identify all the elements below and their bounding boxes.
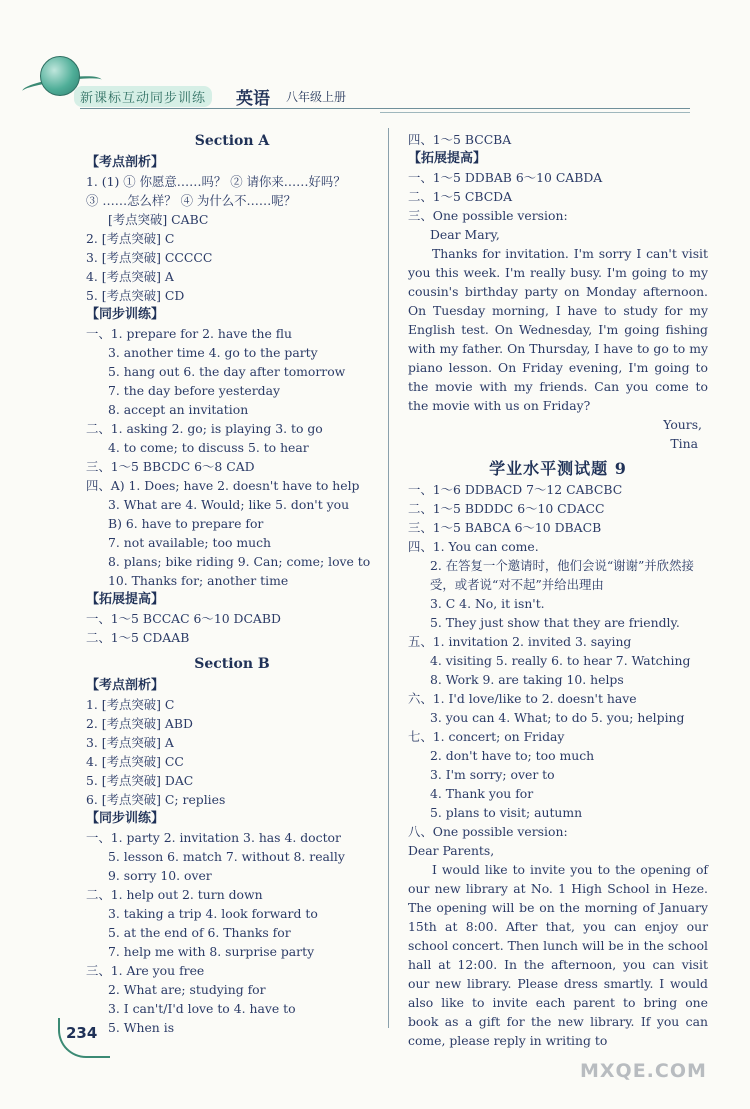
- answer-line: 3. C 4. No, it isn't.: [430, 596, 545, 611]
- series-title: 新课标互动同步训练: [74, 86, 212, 107]
- answer-line: 2. What are; studying for: [108, 982, 266, 997]
- answer-line: 2. don't have to; too much: [430, 748, 595, 763]
- answer-line: [考点突破] CABC: [108, 212, 209, 227]
- answer-line: 5. [考点突破] CD: [86, 288, 185, 303]
- column-divider: [388, 128, 389, 1028]
- answer-line: 4. [考点突破] CC: [86, 754, 184, 769]
- answer-line: 四、1. You can come.: [408, 539, 539, 554]
- answer-line: 受，或者说“对不起”并给出理由: [430, 577, 604, 592]
- answer-line: 3. another time 4. go to the party: [108, 345, 318, 360]
- answer-line: 7. not available; too much: [108, 535, 272, 550]
- answer-line: 五、1. invitation 2. invited 3. saying: [408, 634, 632, 649]
- answer-line: 一、1～5 BCCAC 6～10 DCABD: [86, 611, 281, 626]
- letter-closing: Yours,: [663, 417, 702, 432]
- answer-line: Dear Parents,: [408, 843, 495, 858]
- answer-line: 二、1～5 CBCDA: [408, 189, 513, 204]
- answer-line: 三、1～5 BABCA 6～10 DBACB: [408, 520, 602, 535]
- answer-line: 1. (1) ① 你愿意……吗？ ② 请你来……好吗？: [86, 174, 346, 189]
- header-rule-secondary: [380, 112, 690, 113]
- answer-line: 三、1～5 BBCDC 6～8 CAD: [86, 459, 255, 474]
- answer-line: 3. taking a trip 4. look forward to: [108, 906, 318, 921]
- page-number: 234: [66, 1024, 98, 1042]
- answer-line: 4. visiting 5. really 6. to hear 7. Watching: [430, 653, 691, 668]
- answer-line: 5. at the end of 6. Thanks for: [108, 925, 291, 940]
- answer-line: 5. When is: [108, 1020, 175, 1035]
- subsection-heading: 【同步训练】: [86, 307, 165, 322]
- answer-line: 一、1～5 DDBAB 6～10 CABDA: [408, 170, 603, 185]
- subsection-heading: 【考点剖析】: [86, 155, 165, 170]
- page-header: [0, 0, 750, 130]
- answer-line: 一、1. prepare for 2. have the flu: [86, 326, 293, 341]
- answer-line: [86, 647, 378, 653]
- subject-label: 英语: [236, 89, 270, 109]
- answer-line: 5. They just show that they are friendly.: [430, 615, 680, 630]
- grade-label: 八年级上册: [286, 90, 347, 104]
- answer-line: 二、1～5 CDAAB: [86, 630, 190, 645]
- answer-line: 7. help me with 8. surprise party: [108, 944, 315, 959]
- subsection-heading: 【拓展提高】: [408, 151, 487, 166]
- letter-to-parents: I would like to invite you to the opening of our new library at No. 1 High School in Heze. The opening will be on the morning of January 15th at 8:00. After that, you can enjoy our school concert. Then lunch will be in the school hall at 12:00. In the afternoon, you can visit our new library. Please dress smartly. I would also like to invite each parent to bring one book as a gift for the new library. If you can come, please reply in writing to: [408, 862, 708, 1048]
- answer-line: 6. [考点突破] C; replies: [86, 792, 226, 807]
- answer-line: 二、1. asking 2. go; is playing 3. to go: [86, 421, 323, 436]
- header-rule: [80, 108, 690, 109]
- left-column: [86, 130, 378, 1037]
- answer-line: 5. hang out 6. the day after tomorrow: [108, 364, 346, 379]
- answer-line: 2. 在答复一个邀请时，他们会说“谢谢”并欣然接: [430, 558, 694, 573]
- answer-line: 4. Thank you for: [430, 786, 534, 801]
- answer-line: 八、One possible version:: [408, 824, 568, 839]
- answer-line: ③ ……怎么样？ ④ 为什么不……呢？: [86, 193, 297, 208]
- section-heading: Section A: [194, 133, 270, 149]
- letter-signature: Tina: [670, 436, 698, 451]
- answer-line: 二、1. help out 2. turn down: [86, 887, 263, 902]
- answer-line: 5. [考点突破] DAC: [86, 773, 194, 788]
- answer-line: 8. Work 9. are taking 10. helps: [430, 672, 624, 687]
- answer-line: 3. What are 4. Would; like 5. don't you: [108, 497, 350, 512]
- answer-line: 一、1. party 2. invitation 3. has 4. doctor: [86, 830, 341, 845]
- answer-line: Dear Mary,: [430, 227, 500, 242]
- answer-line: 7. the day before yesterday: [108, 383, 280, 398]
- answer-line: 2. [考点突破] ABD: [86, 716, 193, 731]
- answer-line: 3. I can't/I'd love to 4. have to: [108, 1001, 296, 1016]
- answer-line: 4. [考点突破] A: [86, 269, 174, 284]
- answer-line: 4. to come; to discuss 5. to hear: [108, 440, 309, 455]
- answer-line: 8. plans; bike riding 9. Can; come; love to: [108, 554, 371, 569]
- answer-line: 3. [考点突破] A: [86, 735, 174, 750]
- answer-line: B) 6. have to prepare for: [108, 516, 264, 531]
- answer-line: 2. [考点突破] C: [86, 231, 175, 246]
- answer-line: 三、1. Are you free: [86, 963, 205, 978]
- answer-line: 七、1. concert; on Friday: [408, 729, 565, 744]
- answer-line: 3. I'm sorry; over to: [430, 767, 555, 782]
- answer-line: 1. [考点突破] C: [86, 697, 175, 712]
- letter-to-mary: Thanks for invitation. I'm sorry I can't visit you this week. I'm really busy. I'm going to my cousin's birthday party on Monday afternoon. On Tuesday morning, I have to study for my English test. On Wednesday, I'm going fishing with my father. On Thursday, I have to go to my piano lesson. On Friday evening, I'm going to the movie with my friends. Can you come to the movie with us on Friday?: [408, 246, 708, 413]
- answer-line: 3. you can 4. What; to do 5. you; helping: [430, 710, 685, 725]
- subsection-heading: 【拓展提高】: [86, 592, 165, 607]
- answer-line: 四、A) 1. Does; have 2. doesn't have to help: [86, 478, 360, 493]
- right-column: [408, 130, 708, 1050]
- answer-line: 三、One possible version:: [408, 208, 568, 223]
- answer-line: 9. sorry 10. over: [108, 868, 212, 883]
- answer-line: 3. [考点突破] CCCCC: [86, 250, 213, 265]
- watermark: MXQE.COM: [580, 1060, 707, 1082]
- extension-answers: [408, 130, 708, 244]
- answer-line: 一、1～6 DDBACD 7～12 CABCBC: [408, 482, 623, 497]
- answer-line: 六、1. I'd love/like to 2. doesn't have: [408, 691, 637, 706]
- test-title: 学业水平测试题 9: [489, 459, 627, 478]
- answer-line: 二、1～5 BDDDC 6～10 CDACC: [408, 501, 605, 516]
- answer-line: 5. lesson 6. match 7. without 8. really: [108, 849, 345, 864]
- answer-line: 8. accept an invitation: [108, 402, 249, 417]
- subsection-heading: 【同步训练】: [86, 811, 165, 826]
- answer-line: 5. plans to visit; autumn: [430, 805, 583, 820]
- test-answers: [408, 480, 708, 860]
- section-heading: Section B: [194, 656, 270, 672]
- subsection-heading: 【考点剖析】: [86, 678, 165, 693]
- answer-line: 四、1～5 BCCBA: [408, 132, 512, 147]
- answer-line: 10. Thanks for; another time: [108, 573, 289, 588]
